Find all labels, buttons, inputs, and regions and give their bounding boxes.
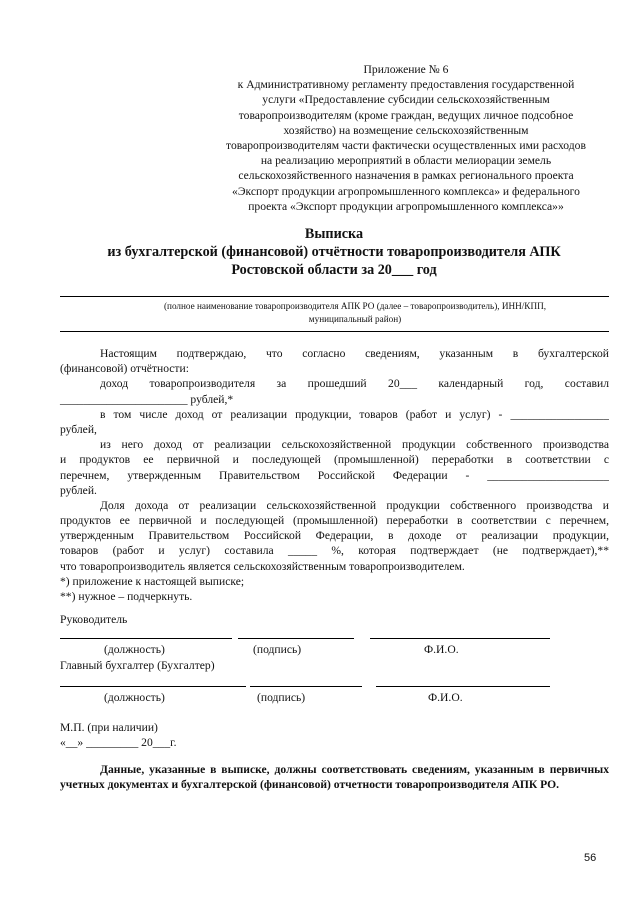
head-name-line — [370, 638, 550, 639]
hint-line-1: (полное наименование товаропроизводителя АПК РО (далее – товаропроизводитель), ИНН/КПП, — [163, 301, 547, 311]
head-label: Руководитель — [60, 613, 128, 626]
full-name-caption: Ф.И.О. — [424, 643, 459, 656]
paragraph-line: что товаропроизводитель является сельскохозяйственным товаропроизводителем. — [60, 559, 465, 573]
paragraph-line: доход товаропроизводителя за прошедший 20___ календарный год, составил — [100, 377, 609, 391]
position-caption: (должность) — [104, 643, 165, 656]
appendix-header — [196, 62, 616, 214]
appendix-line: «Экспорт продукции агропромышленного комплекса» и федерального — [232, 184, 580, 198]
appendix-line: проекта «Экспорт продукции агропромышленного комплекса»» — [248, 199, 564, 213]
paragraph-line: в том числе доход от реализации продукции, товаров (работ и услуг) - _________________ — [100, 407, 609, 421]
paragraph-line: из него доход от реализации сельскохозяйственной продукции собственного производства — [100, 438, 609, 452]
hint-line-2: муниципальный район) — [308, 313, 402, 324]
paragraph-line: перечнем, утвержденным Правительством Российской Федерации - _____________________ — [60, 468, 609, 482]
footnote: *) приложение к настоящей выписке; — [60, 574, 245, 588]
appendix-line: услуги «Предоставление субсидии сельскохозяйственным — [262, 93, 550, 107]
paragraph-line: рублей. — [60, 483, 97, 497]
producer-name-hint — [110, 300, 600, 325]
appendix-line: хозяйство) на возмещение сельскохозяйственным — [283, 123, 529, 137]
requirement-notice — [60, 762, 609, 792]
paragraph-line: Настоящим подтверждаю, что согласно сведениям, указанным в бухгалтерской — [100, 347, 609, 360]
appendix-line: сельскохозяйственного назначения в рамках регионального проекта — [238, 169, 574, 183]
producer-name-line-2 — [60, 331, 609, 332]
paragraph-line: (финансовой) отчётности: — [60, 362, 189, 376]
accountant-name-line — [376, 686, 550, 687]
paragraph-line: ______________________ рублей,* — [60, 392, 234, 406]
accountant-signature-line — [250, 686, 362, 687]
paragraph-line: Доля дохода от реализации сельскохозяйственной продукции собственного производства и — [100, 498, 609, 512]
paragraph-line: товаров (работ и услуг) составила _____ %, которая подтверждает (не подтверждает),** — [60, 544, 609, 558]
appendix-line: к Административному регламенту предоставления государственной — [237, 78, 575, 92]
title-line-3: Ростовской области за 20___ год — [231, 262, 437, 278]
full-name-caption: Ф.И.О. — [428, 691, 463, 704]
appendix-line: товаропроизводителям части фактически осуществленных ими расходов — [226, 139, 586, 153]
stamp-label: М.П. (при наличии) — [60, 721, 158, 734]
footnote: **) нужное – подчеркнуть. — [60, 590, 193, 603]
signature-caption: (подпись) — [257, 691, 306, 704]
paragraph-line: продуктов ее первичной и последующей (промышленной) переработки в соответствии с перечнем, — [60, 514, 609, 528]
position-caption: (должность) — [104, 691, 165, 704]
appendix-line: на реализацию мероприятий в области мелиорации земель — [260, 154, 552, 168]
title-line-2: из бухгалтерской (финансовой) отчётности товаропроизводителя АПК — [107, 244, 561, 260]
head-position-line — [60, 638, 232, 639]
paragraph-line: рублей, — [60, 422, 97, 436]
accountant-label: Главный бухгалтер (Бухгалтер) — [60, 659, 215, 672]
paragraph-line: и продуктов ее первичной и последующей (промышленной) переработки в соответствии с — [60, 453, 609, 467]
producer-name-line — [60, 296, 609, 297]
signature-caption: (подпись) — [253, 643, 302, 656]
appendix-line: товаропроизводителям (кроме граждан, ведущих личное подсобное — [238, 108, 574, 122]
notice-text: Данные, указанные в выписке, должны соответствовать сведениям, указанным в первичных учетных документах и бухгалтерской (финансовой) отчетности товаропроизводителя АПК РО. — [60, 763, 609, 792]
title-line-1: Выписка — [304, 226, 364, 242]
appendix-line: Приложение № 6 — [363, 63, 449, 76]
head-signature-line — [238, 638, 354, 639]
accountant-position-line — [60, 686, 246, 687]
date-field: «__» _________ 20___г. — [60, 736, 177, 749]
document-title — [60, 225, 608, 279]
paragraph-line: утвержденным Правительством Российской Федерации, в доходе от реализации продукции, — [60, 529, 609, 543]
statement-body — [60, 346, 609, 604]
page-number: 56 — [584, 852, 597, 864]
